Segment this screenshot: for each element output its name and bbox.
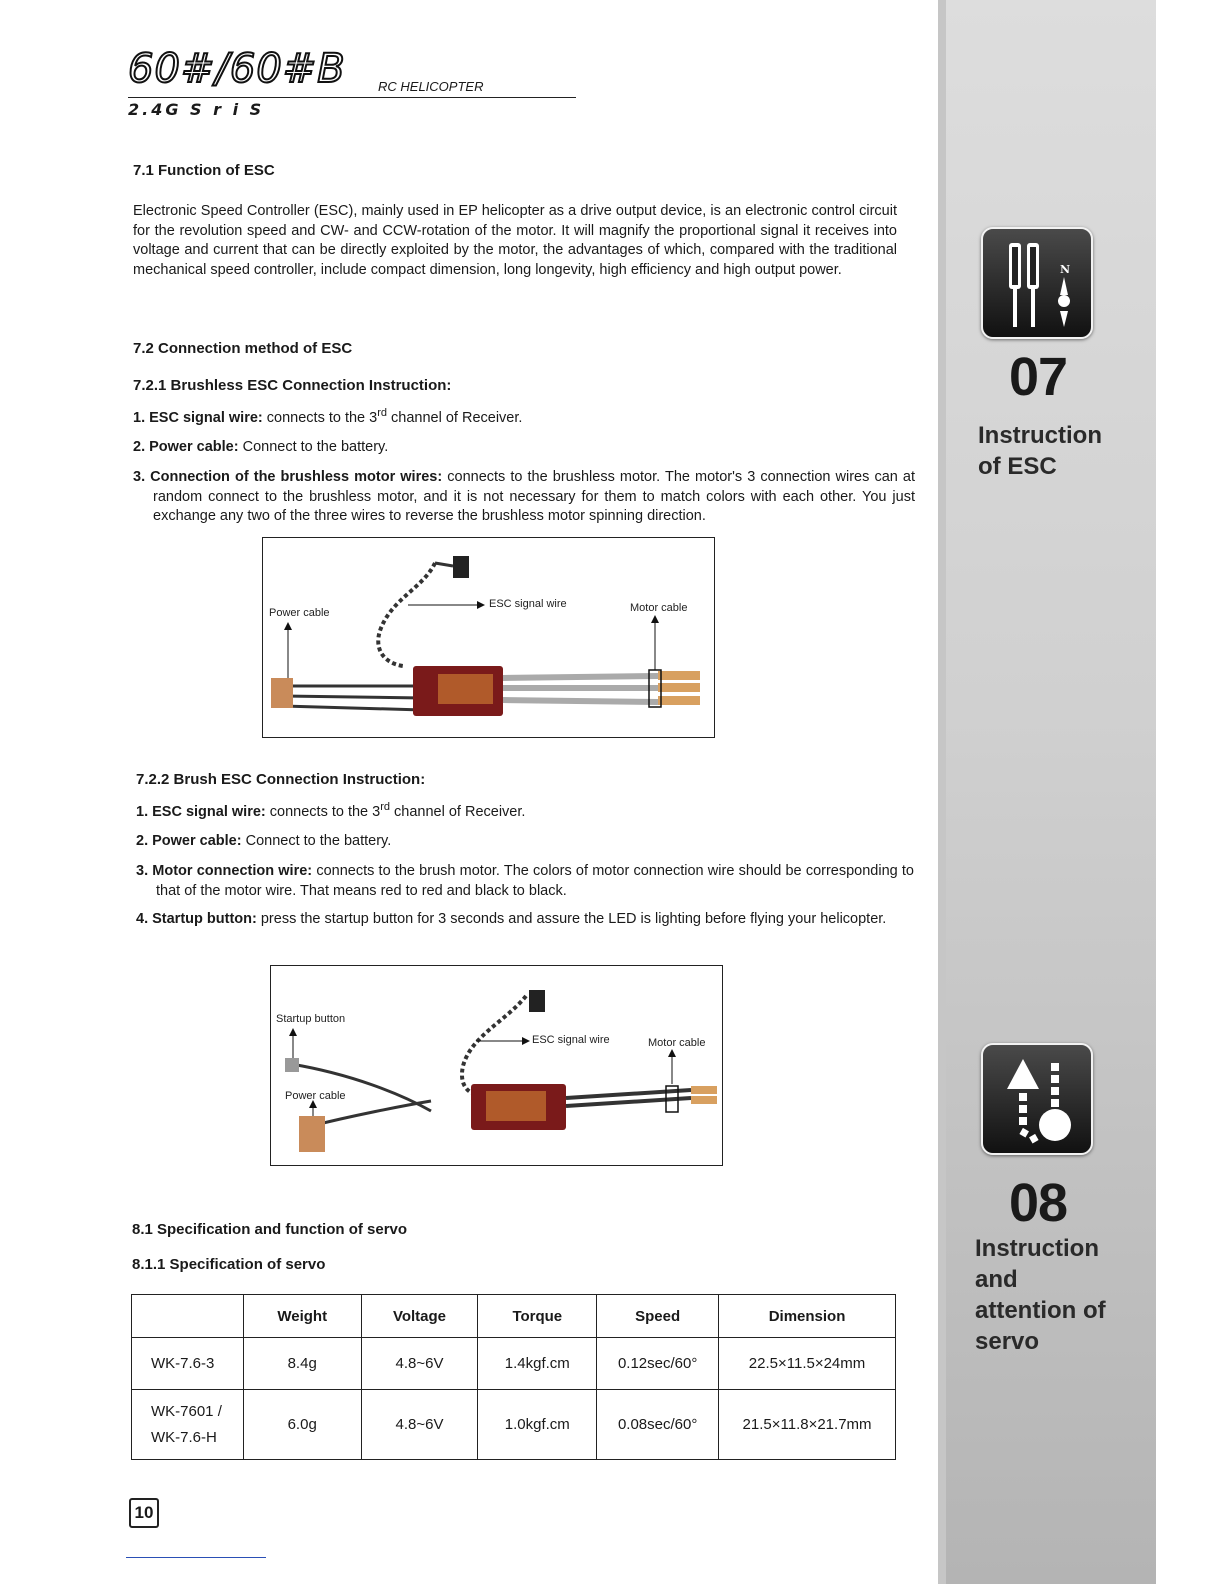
table-cell: 1.0kgf.cm [478,1390,597,1460]
item-label: 3. Connection of the brushless motor wires: [133,469,443,485]
chapter-08-title-line3: attention of [975,1297,1106,1324]
section-7-1-heading: 7.1 Function of ESC [133,162,275,179]
sidebar-edge [938,0,946,1584]
chapter-08-title [975,1233,1106,1357]
table-cell: 1.4kgf.cm [478,1338,597,1390]
item-sup: rd [377,407,387,420]
table-cell: 21.5×11.8×21.7mm [719,1390,896,1460]
table-cell: 0.12sec/60° [597,1338,719,1390]
item-tail: channel of Receiver. [387,410,523,426]
table-cell-model [132,1390,244,1460]
brushless-esc-figure [262,537,715,738]
chapter-07-title-line1: Instruction [978,422,1102,449]
motor-cable-label: Motor cable [648,1037,706,1049]
chapter-07-title-line2: of ESC [978,453,1057,480]
esc-signal-wire-label: ESC signal wire [532,1034,610,1046]
brush-item-4 [136,910,914,930]
item-text: connects to the brushless motor. The motor's 3 connection wires can at random connect to the brushless motor, and it is not necessary for them to match colors with each other. You just exchange any two of the three wires to reverse the brushless motor spinning direction. [153,469,915,525]
brushless-item-3 [133,468,915,527]
chapter-08-title-line2: and [975,1266,1018,1293]
section-8-1-1-heading: 8.1.1 Specification of servo [132,1256,326,1273]
page-number: 10 [129,1498,159,1528]
esc-signal-wire-label: ESC signal wire [489,598,567,610]
footer-rule [126,1557,266,1558]
chapter-08-number: 08 [1008,1173,1068,1233]
header-rule [128,97,576,98]
product-logo: 60#/60#B [128,46,346,92]
item-label: 1. ESC signal wire: [133,410,263,426]
brush-item-1 [136,803,914,823]
table-cell: 4.8~6V [361,1390,478,1460]
servo-chapter-icon [981,1043,1093,1155]
item-text: press the startup button for 3 seconds and assure the LED is lighting before flying your helicopter. [256,911,887,927]
table-header-cell [132,1295,244,1338]
item-label: 2. Power cable: [133,439,239,455]
table-header-cell: Dimension [719,1295,896,1338]
brush-esc-illustration [271,966,722,1165]
table-cell: 0.08sec/60° [597,1390,719,1460]
esc-icon [983,229,1091,337]
power-cable-label: Power cable [285,1090,346,1102]
series-label: 2.4G S r i S [128,100,265,119]
startup-button-label: Startup button [276,1013,346,1025]
section-7-2-heading: 7.2 Connection method of ESC [133,340,353,357]
table-row [132,1338,896,1390]
power-cable-label: Power cable [269,607,330,619]
item-text: connects to the 3 [262,410,378,426]
table-header-cell: Weight [243,1295,361,1338]
brushless-esc-illustration [263,538,714,737]
section-8-1-heading: 8.1 Specification and function of servo [132,1221,408,1238]
item-label: 2. Power cable: [136,833,242,849]
table-row [132,1390,896,1460]
table-header-cell: Speed [597,1295,719,1338]
brushless-item-1 [133,409,915,429]
motor-cable-label: Motor cable [630,602,688,614]
table-header-cell: Voltage [361,1295,478,1338]
chapter-08-title-line1: Instruction [975,1235,1099,1262]
item-text: Connect to the battery. [241,833,392,849]
item-text: connects to the 3 [265,804,381,820]
table-cell: 6.0g [243,1390,361,1460]
section-7-2-2-heading: 7.2.2 Brush ESC Connection Instruction: [136,771,426,788]
table-cell: 22.5×11.5×24mm [719,1338,896,1390]
chapter-07-number: 07 [1008,347,1068,407]
item-sup: rd [380,801,390,814]
brush-esc-figure [270,965,723,1166]
servo-icon [983,1045,1091,1153]
item-text: Connect to the battery. [238,439,389,455]
header-subtitle: RC HELICOPTER [378,79,484,94]
item-label: 1. ESC signal wire: [136,804,266,820]
servo-spec-table [131,1294,896,1460]
esc-chapter-icon [981,227,1093,339]
table-cell: 4.8~6V [361,1338,478,1390]
table-cell: 8.4g [243,1338,361,1390]
item-text: connects to the brush motor. The colors of motor connection wire should be corresponding to that of the motor wire. That means red to red and black to black. [156,863,914,899]
chapter-07-title [978,420,1102,482]
section-7-1-body: Electronic Speed Controller (ESC), mainly used in EP helicopter as a drive output device, is an electronic control circuit for the revolution speed and CW- and CCW-rotation of the motor. It will magnify the proportional signal it receives into voltage and current that can be directly exploited by the motor, the advantages of which, compared with the traditional mechanical speed controller, include compact dimension, long longevity, high efficiency and high output power. [133,203,897,278]
item-tail: channel of Receiver. [390,804,526,820]
item-label: 4. Startup button: [136,911,257,927]
section-7-2-1-heading: 7.2.1 Brushless ESC Connection Instruction: [133,377,452,394]
brushless-item-2 [133,438,915,458]
table-header-row [132,1295,896,1338]
brush-item-3 [136,862,914,901]
chapter-08-title-line4: servo [975,1328,1040,1355]
svg-text:N: N [1060,263,1071,276]
table-header-cell: Torque [478,1295,597,1338]
model-line2: WK-7.6-H [151,1428,217,1446]
table-cell-model: WK-7.6-3 [132,1338,244,1390]
item-label: 3. Motor connection wire: [136,863,313,879]
brush-item-2 [136,832,914,852]
model-line1: WK-7601 / [151,1402,222,1420]
